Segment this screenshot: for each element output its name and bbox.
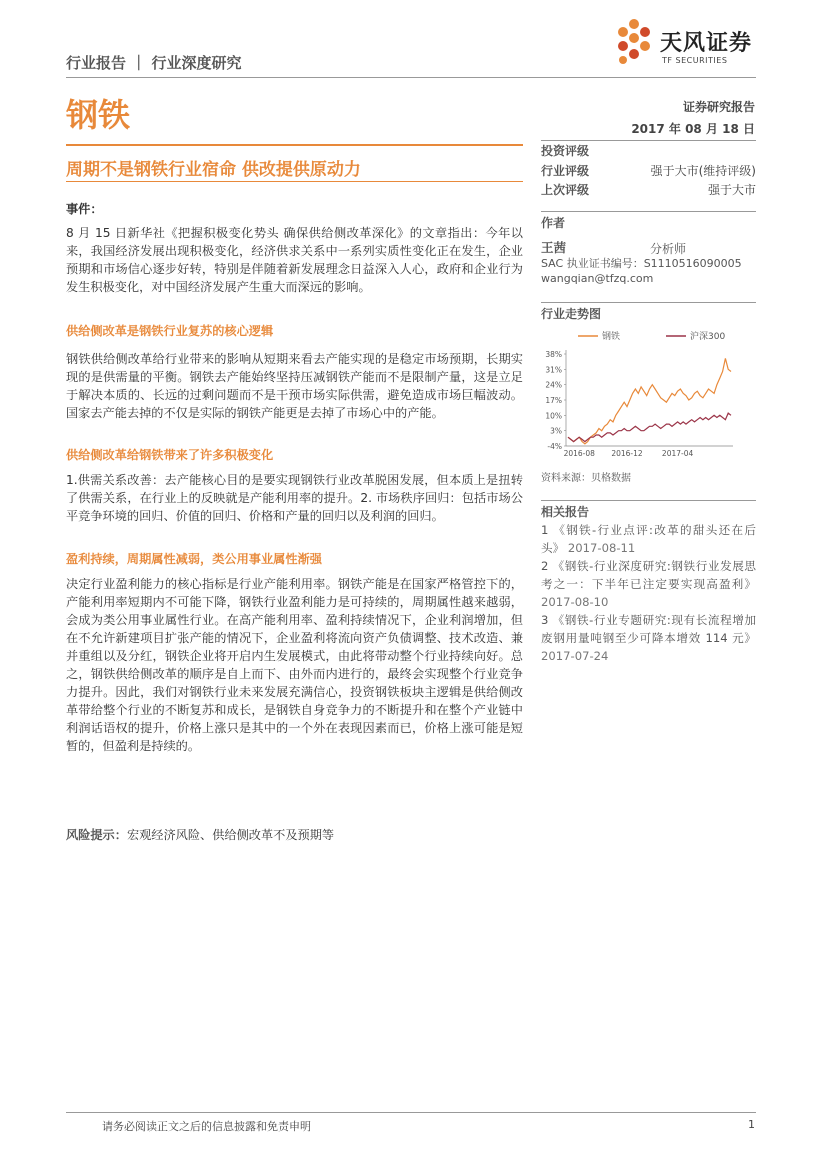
trend-header: 行业走势图	[541, 307, 602, 321]
last-rating-value: 强于大市	[707, 183, 756, 197]
report-label: 证券研究报告	[682, 100, 755, 114]
author-header: 作者	[541, 216, 566, 230]
x-tick-label: 2016-08	[563, 449, 595, 458]
related-item[interactable]: 2 《钢铁-行业深度研究:钢铁行业发展思考之一：下半年已注定要实现高盈利》 2017-08-10	[541, 559, 756, 609]
section-3-text: 决定行业盈利能力的核心指标是行业产能利用率。钢铁产能是在国家严格管控下的，产能利用率短期内不可能下降，钢铁行业盈利能力是可持续的，周期属性越来越弱，会成为类公用事业属性行业。在高产能利用率、盈利持续情况下，企业利润增加，但在不允许新建项目扩张产能的情况下，企业盈利将流向资产负债调整、技术改造、兼并重组以及分红，钢铁企业将开启内生发展模式，由此将带动整个行业持续向好。总之，钢铁供给侧改革的顺序是自上而下、由外而内进行的，最终会实现整个行业竞争力提升。因此，我们对钢铁行业未来发展充满信心，投资钢铁板块主逻辑是供给侧改革带给整个行业的不断复苏和成长，是钢铁自身竞争力的不断提升和在整个产业链中利润话语权的提升，价格上涨只是其中的一个外在表现因素而已，价格上涨可能是短暂的，但盈利是持续的。	[66, 577, 523, 753]
trend-chart-svg	[538, 324, 738, 464]
related-item[interactable]: 3 《钢铁-行业专题研究:现有长流程增加废钢用量吨钢至少可降本增效 114 元》 2017-07-24	[541, 613, 756, 663]
author-email[interactable]: wangqian@tfzq.com	[541, 272, 654, 285]
footer-disclaimer: 请务必阅读正文之后的信息披露和免责申明	[102, 1120, 311, 1133]
series-line	[568, 413, 731, 442]
logo-mark-icon	[612, 18, 658, 68]
y-tick-label: 38%	[545, 350, 562, 359]
rating-header: 投资评级	[541, 144, 590, 158]
page-number: 1	[748, 1118, 755, 1131]
risk-label: 风险提示：	[66, 828, 127, 842]
report-type: 行业报告 ｜ 行业深度研究	[66, 54, 242, 72]
related-item[interactable]: 1 《钢铁-行业点评:改革的甜头还在后头》 2017-08-11	[541, 523, 756, 555]
trend-rule	[541, 302, 756, 303]
legend-label: 沪深300	[690, 332, 726, 342]
author-rule	[541, 211, 756, 212]
legend-label: 钢铁	[602, 332, 621, 342]
section-3-title: 盈利持续，周期属性减弱，类公用事业属性渐强	[66, 552, 322, 566]
y-tick-label: -4%	[547, 442, 562, 451]
event-text: 8 月 15 日新华社《把握积极变化势头 确保供给侧改革深化》的文章指出：今年以来，我国经济发展出现积极变化，经济供求关系中一系列实质性变化正在发生，企业预期和市场信心逐步好转，特别是伴随着新发展理念日益深入人心，政府和企业行为发生积极变化，对中国经济发展产生重大而深远的影响。	[66, 226, 523, 294]
industry-rating-row	[541, 162, 756, 179]
related-list	[541, 521, 756, 665]
industry-rating-label: 行业评级	[541, 164, 590, 178]
section-1-text: 钢铁供给侧改革给行业带来的影响从短期来看去产能实现的是稳定市场预期，长期实现的是供需量的平衡。钢铁去产能始终坚持压减钢铁产能而不是限制产量，这是立足于解决本质的、长远的过剩问题而不是干预市场实际供需，避免造成市场巨幅波动。国家去产能去掉的不仅是实际的钢铁产能更是去掉了市场心中的产能。	[66, 352, 523, 420]
author-name: 王茜	[541, 240, 567, 255]
header-divider	[66, 77, 756, 78]
y-tick-label: 17%	[545, 396, 562, 405]
last-rating-label: 上次评级	[541, 183, 590, 197]
author-role: 分析师	[650, 242, 687, 256]
industry-rating-value: 强于大市(维持评级)	[650, 164, 756, 178]
last-rating-row	[541, 181, 756, 198]
risk-note	[66, 826, 523, 844]
title-rule-bottom	[66, 181, 523, 182]
chart-source: 资料来源：贝格数据	[541, 473, 631, 484]
report-title: 周期不是钢铁行业宿命 供改提供原动力	[66, 160, 361, 180]
y-tick-label: 24%	[545, 380, 562, 390]
section-2-text: 1.供需关系改善：去产能核心目的是要实现钢铁行业改革脱困发展，但本质上是扭转了供需关系，在行业上的反映就是产能利用率的提升。2. 市场秩序回归：包括市场公平竞争环境的回归、价值的回归、价格和产量的回归以及利润的回归。	[66, 473, 523, 523]
y-tick-label: 31%	[545, 365, 562, 375]
footer-divider	[66, 1112, 756, 1113]
series-line	[568, 358, 731, 443]
industry-title: 钢铁	[66, 96, 131, 134]
related-rule	[541, 500, 756, 501]
y-tick-label: 3%	[550, 426, 562, 436]
company-logo	[612, 18, 762, 74]
report-date: 2017 年 08 月 18 日	[631, 122, 755, 136]
trend-chart	[538, 324, 738, 468]
x-tick-label: 2016-12	[611, 449, 643, 458]
logo-subtext: TF SECURITIES	[662, 56, 728, 65]
rating-rule	[541, 140, 756, 141]
x-tick-label: 2017-04	[661, 449, 694, 458]
section-2-title: 供给侧改革给钢铁带来了许多积极变化	[66, 448, 274, 462]
related-header: 相关报告	[541, 505, 590, 519]
title-rule-top	[66, 144, 523, 146]
risk-text: 宏观经济风险、供给侧改革不及预期等	[126, 828, 335, 842]
section-1-title: 供给侧改革是钢铁行业复苏的核心逻辑	[66, 324, 274, 338]
logo-text: 天风证券	[660, 31, 753, 56]
event-label: 事件：	[66, 202, 103, 216]
y-tick-label: 10%	[545, 411, 562, 421]
sac-number: SAC 执业证书编号：S1110516090005	[541, 257, 742, 270]
